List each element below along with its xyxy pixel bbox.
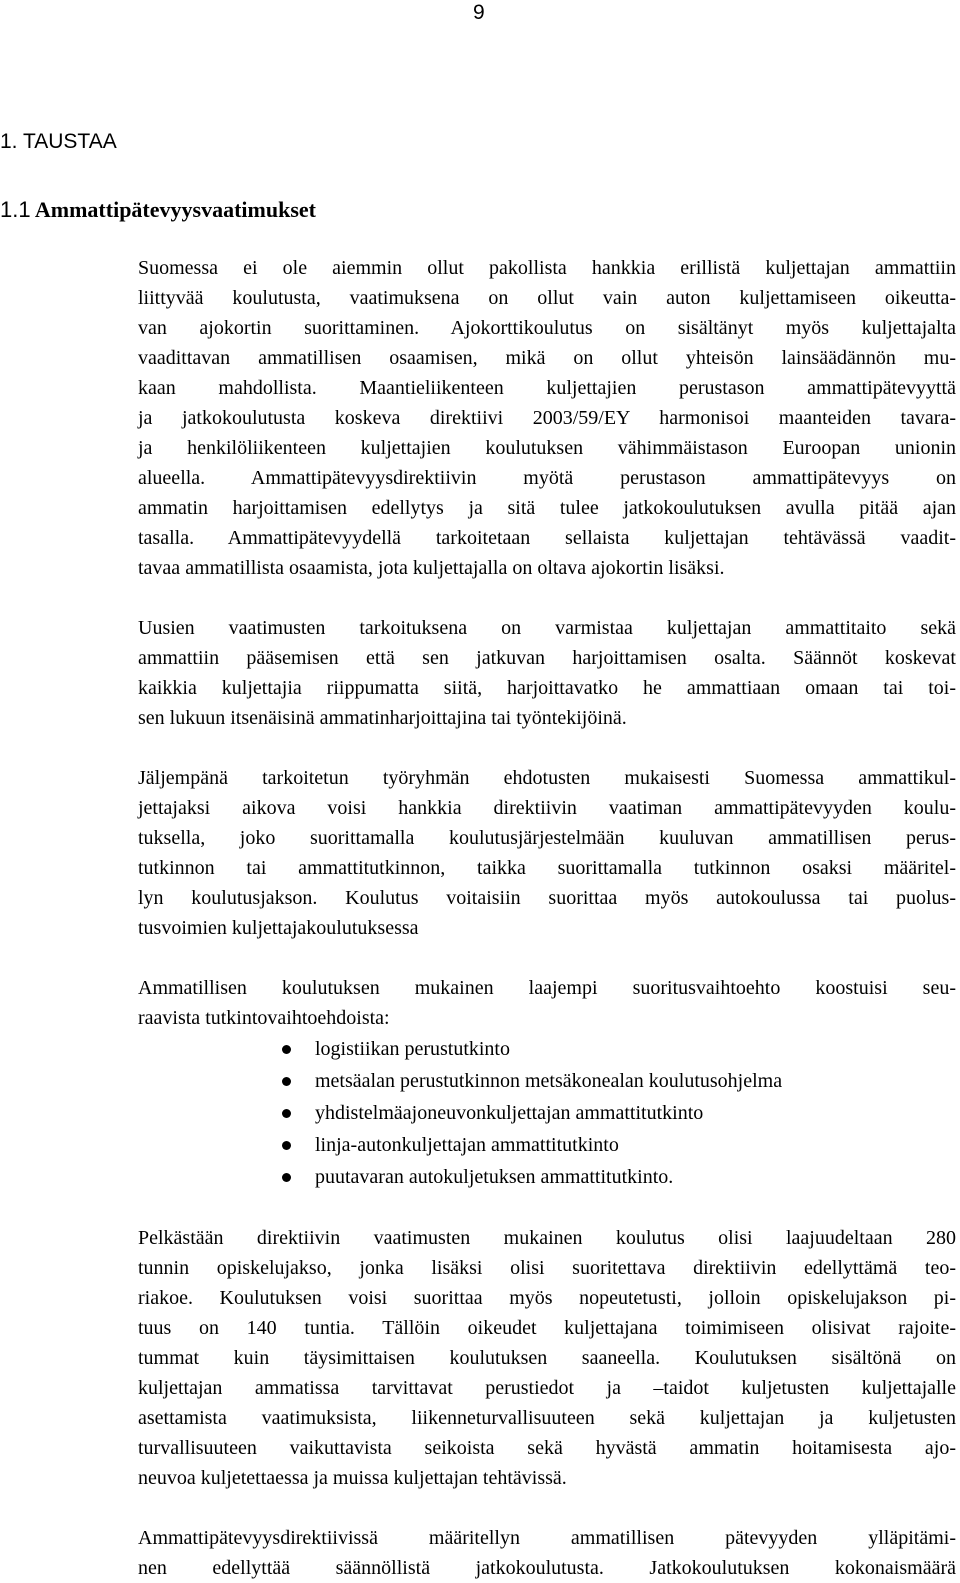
text-line: kaikkia kuljettajia riippumatta siitä, harjoittavatko he ammattiaan omaan tai toi-: [138, 677, 956, 699]
paragraph-4: [138, 973, 956, 1033]
text-line: tuus on 140 tuntia. Tällöin oikeudet kuljettajana toimimiseen olisivat rajoite-: [138, 1317, 956, 1339]
text-line: sen lukuun itsenäisinä ammatinharjoittajina tai työntekijöinä.: [138, 707, 627, 729]
text-line: tummat kuin täysimittaisen koulutuksen saaneella. Koulutuksen sisältönä on: [138, 1347, 956, 1369]
text-line: kuljettajan ammatissa tarvittavat perustiedot ja –taidot kuljetusten kuljettajalle: [138, 1377, 956, 1399]
subsection-number: 1.1: [0, 197, 31, 222]
list-item-text: logistiikan perustutkinto: [315, 1038, 510, 1060]
text-line: tavaa ammatillista osaamista, jota kuljettajalla on oltava ajokortin lisäksi.: [138, 557, 725, 579]
paragraph-5: [138, 1223, 956, 1493]
subsection-title: Ammattipätevyysvaatimukset: [34, 197, 316, 222]
text-line: riakoe. Koulutuksen voisi suorittaa myös nopeutetusti, jolloin opiskelujakson pi-: [138, 1287, 956, 1309]
text-line: Uusien vaatimusten tarkoituksena on varmistaa kuljettajan ammattitaito sekä: [138, 617, 956, 639]
text-line: ammatin harjoittamisen edellytys ja sitä tulee jatkokoulutuksen avulla pitää ajan: [138, 497, 956, 519]
section-title: TAUSTAA: [22, 130, 117, 153]
list-item: [138, 1097, 956, 1129]
bullet-icon: [282, 1045, 291, 1054]
text-line: alueella. Ammattipätevyysdirektiivin myötä perustason ammattipätevyys on: [138, 467, 956, 489]
text-line: tusvoimien kuljettajakoulutuksessa: [138, 917, 419, 939]
bullet-icon: [282, 1173, 291, 1182]
bullet-icon: [282, 1077, 291, 1086]
text-line: vaadittavan ammatillisen osaamisen, mikä on ollut yhteisön lainsäädännön mu-: [138, 347, 956, 369]
list-item: [138, 1033, 956, 1065]
text-line: neuvoa kuljetettaessa ja muissa kuljettajan tehtävissä.: [138, 1467, 567, 1489]
text-line: kaan mahdollista. Maantieliikenteen kuljettajien perustason ammattipätevyyttä: [138, 377, 956, 399]
bullet-icon: [282, 1141, 291, 1150]
text-line: Ammattipätevyysdirektiivissä määritellyn ammatillisen pätevyyden ylläpitämi-: [138, 1527, 956, 1549]
text-line: asettamista vaatimuksista, liikenneturvallisuuteen sekä kuljettajan ja kuljetusten: [138, 1407, 956, 1429]
text-line: tuksella, joko suorittamalla koulutusjärjestelmään kuuluvan ammatillisen perus-: [138, 827, 956, 849]
text-line: tasalla. Ammattipätevyydellä tarkoitetaan sellaista kuljettajan tehtävässä vaadit-: [138, 527, 956, 549]
text-line: van ajokortin suorittaminen. Ajokorttikoulutus on sisältänyt myös kuljettajalta: [138, 317, 956, 339]
text-line: tunnin opiskelujakso, jonka lisäksi olisi suoritettava direktiivin edellyttämä teo-: [138, 1257, 956, 1279]
subsection-heading: [0, 196, 316, 224]
text-line: Pelkästään direktiivin vaatimusten mukainen koulutus olisi laajuudeltaan 280: [138, 1227, 956, 1249]
section-number: 1.: [0, 130, 18, 153]
text-line: tutkinnon tai ammattitutkinnon, taikka suorittamalla tutkinnon osaksi määritel-: [138, 857, 956, 879]
text-line: Jäljempänä tarkoitetun työryhmän ehdotusten mukaisesti Suomessa ammattikul-: [138, 767, 956, 789]
text-line: Suomessa ei ole aiemmin ollut pakollista hankkia erillistä kuljettajan ammattiin: [138, 257, 956, 279]
list-item-text: yhdistelmäajoneuvonkuljettajan ammattitutkinto: [315, 1102, 704, 1124]
list-item-text: puutavaran autokuljetuksen ammattitutkinto.: [315, 1166, 674, 1188]
list-item: [138, 1129, 956, 1161]
text-line: turvallisuuteen vaikuttavista seikoista sekä hyvästä ammatin hoitamisesta ajo-: [138, 1437, 956, 1459]
paragraph-3: [138, 763, 956, 943]
list-item-text: linja-autonkuljettajan ammattitutkinto: [315, 1134, 619, 1156]
list-item-text: metsäalan perustutkinnon metsäkonealan koulutusohjelma: [315, 1070, 783, 1092]
text-line: jettajaksi aikova voisi hankkia direktiivin vaatiman ammattipätevyyden koulu-: [138, 797, 956, 819]
section-heading: [0, 128, 117, 156]
paragraph-1: [138, 253, 956, 583]
text-line: ja jatkokoulutusta koskeva direktiivi 2003/59/EY harmonisoi maanteiden tavara-: [138, 407, 956, 429]
text-line: raavista tutkintovaihtoehdoista:: [138, 1007, 390, 1029]
text-line: liittyvää koulutusta, vaatimuksena on ollut vain auton kuljettamiseen oikeutta-: [138, 287, 956, 309]
document-body: [138, 253, 956, 1583]
text-line: ja henkilöliikenteen kuljettajien koulutuksen vähimmäistason Euroopan unionin: [138, 437, 956, 459]
degree-options-list: [138, 1033, 956, 1193]
paragraph-6: [138, 1523, 956, 1583]
text-line: ammattiin pääsemisen että sen jatkuvan harjoittamisen osalta. Säännöt koskevat: [138, 647, 956, 669]
page-number: 9: [473, 1, 485, 24]
list-item: [138, 1065, 956, 1097]
list-item: [138, 1161, 956, 1193]
paragraph-2: [138, 613, 956, 733]
text-line: lyn koulutusjakson. Koulutus voitaisiin suorittaa myös autokoulussa tai puolus-: [138, 887, 956, 909]
text-line: Ammatillisen koulutuksen mukainen laajempi suoritusvaihtoehto koostuisi seu-: [138, 977, 956, 999]
text-line: nen edellyttää säännöllistä jatkokoulutusta. Jatkokoulutuksen kokonaismäärä: [138, 1557, 956, 1579]
bullet-icon: [282, 1109, 291, 1118]
